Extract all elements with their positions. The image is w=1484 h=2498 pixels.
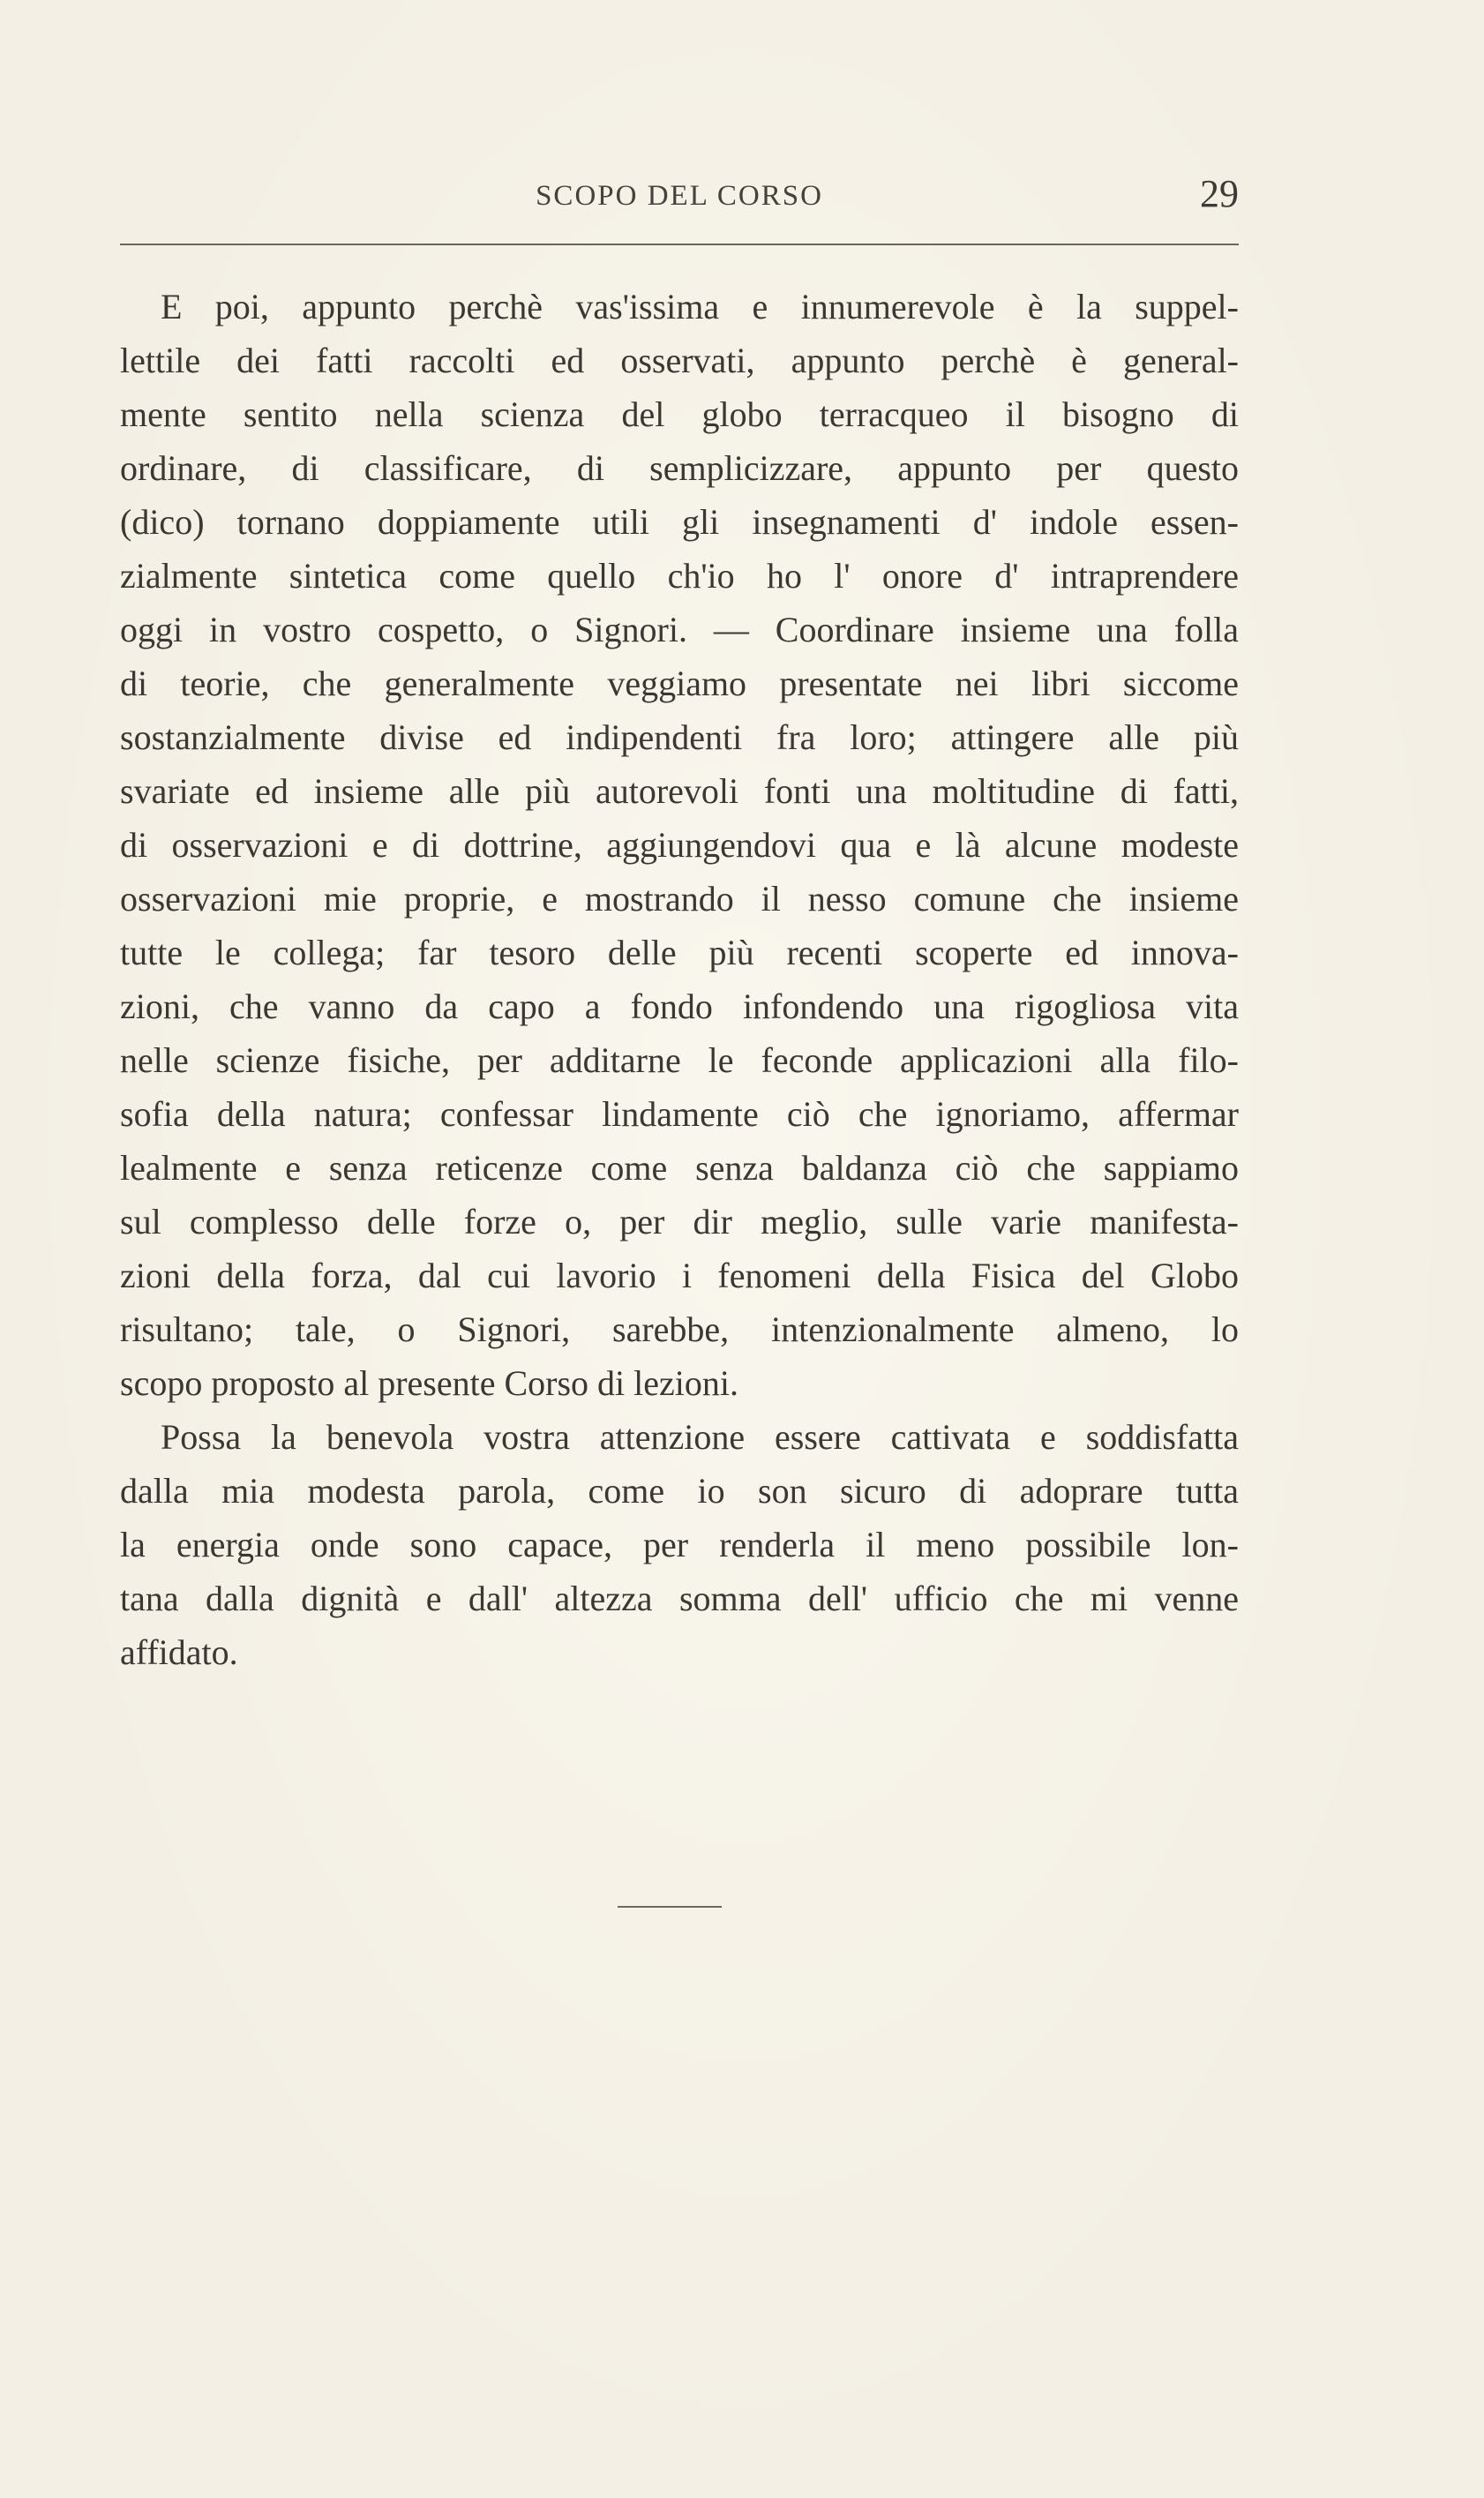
text-line: ordinare, di classificare, di semplicizzare, appunto per questo bbox=[120, 448, 1239, 488]
text-line: dalla mia modesta parola, come io son sicuro di adoprare tutta bbox=[120, 1471, 1239, 1511]
text-line: di osservazioni e di dottrine, aggiungendovi qua e là alcune modeste bbox=[120, 825, 1239, 865]
text-line: la energia onde sono capace, per renderla il meno possibile lon- bbox=[120, 1525, 1239, 1564]
text-line: oggi in vostro cospetto, o Signori. — Coordinare insieme una folla bbox=[120, 610, 1239, 649]
paragraph-1 bbox=[120, 280, 1239, 1410]
text-line: lettile dei fatti raccolti ed osservati, appunto perchè è general- bbox=[120, 341, 1239, 380]
text-line: (dico) tornano doppiamente utili gli insegnamenti d' indole essen- bbox=[120, 502, 1239, 542]
text-line: sofia della natura; confessar lindamente ciò che ignoriamo, affermar bbox=[120, 1094, 1239, 1134]
text-line: E poi, appunto perchè vas'issima e innumerevole è la suppel- bbox=[161, 287, 1239, 326]
text-line: Possa la benevola vostra attenzione essere cattivata e soddisfatta bbox=[161, 1417, 1239, 1457]
text-line: scopo proposto al presente Corso di lezioni. bbox=[120, 1363, 738, 1403]
text-line: risultano; tale, o Signori, sarebbe, intenzionalmente almeno, lo bbox=[120, 1309, 1239, 1349]
text-line: svariate ed insieme alle più autorevoli fonti una moltitudine di fatti, bbox=[120, 771, 1239, 811]
paragraph-2 bbox=[120, 1410, 1239, 1679]
text-line: lealmente e senza reticenze come senza baldanza ciò che sappiamo bbox=[120, 1148, 1239, 1188]
text-line: tutte le collega; far tesoro delle più recenti scoperte ed innova- bbox=[120, 933, 1239, 972]
text-line: zialmente sintetica come quello ch'io ho l' onore d' intraprendere bbox=[120, 556, 1239, 596]
running-title: SCOPO DEL CORSO bbox=[536, 180, 823, 212]
end-rule bbox=[618, 1906, 722, 1908]
header-rule bbox=[120, 244, 1239, 245]
text-line: tana dalla dignità e dall' altezza somma dell' ufficio che mi venne bbox=[120, 1579, 1239, 1618]
text-line: di teorie, che generalmente veggiamo presentate nei libri siccome bbox=[120, 664, 1239, 703]
text-line: sostanzialmente divise ed indipendenti fra loro; attingere alle più bbox=[120, 717, 1239, 757]
page-number: 29 bbox=[1200, 172, 1239, 215]
text-line: mente sentito nella scienza del globo terracqueo il bisogno di bbox=[120, 394, 1239, 434]
running-head bbox=[120, 172, 1239, 228]
text-line: zioni della forza, dal cui lavorio i fenomeni della Fisica del Globo bbox=[120, 1256, 1239, 1295]
text-line: nelle scienze fisiche, per additarne le feconde applicazioni alla filo- bbox=[120, 1040, 1239, 1080]
text-line: sul complesso delle forze o, per dir meglio, sulle varie manifesta- bbox=[120, 1202, 1239, 1241]
text-line: affidato. bbox=[120, 1632, 238, 1672]
body-text bbox=[120, 280, 1239, 1679]
text-line: zioni, che vanno da capo a fondo infondendo una rigogliosa vita bbox=[120, 986, 1239, 1026]
text-line: osservazioni mie proprie, e mostrando il nesso comune che insieme bbox=[120, 879, 1239, 919]
